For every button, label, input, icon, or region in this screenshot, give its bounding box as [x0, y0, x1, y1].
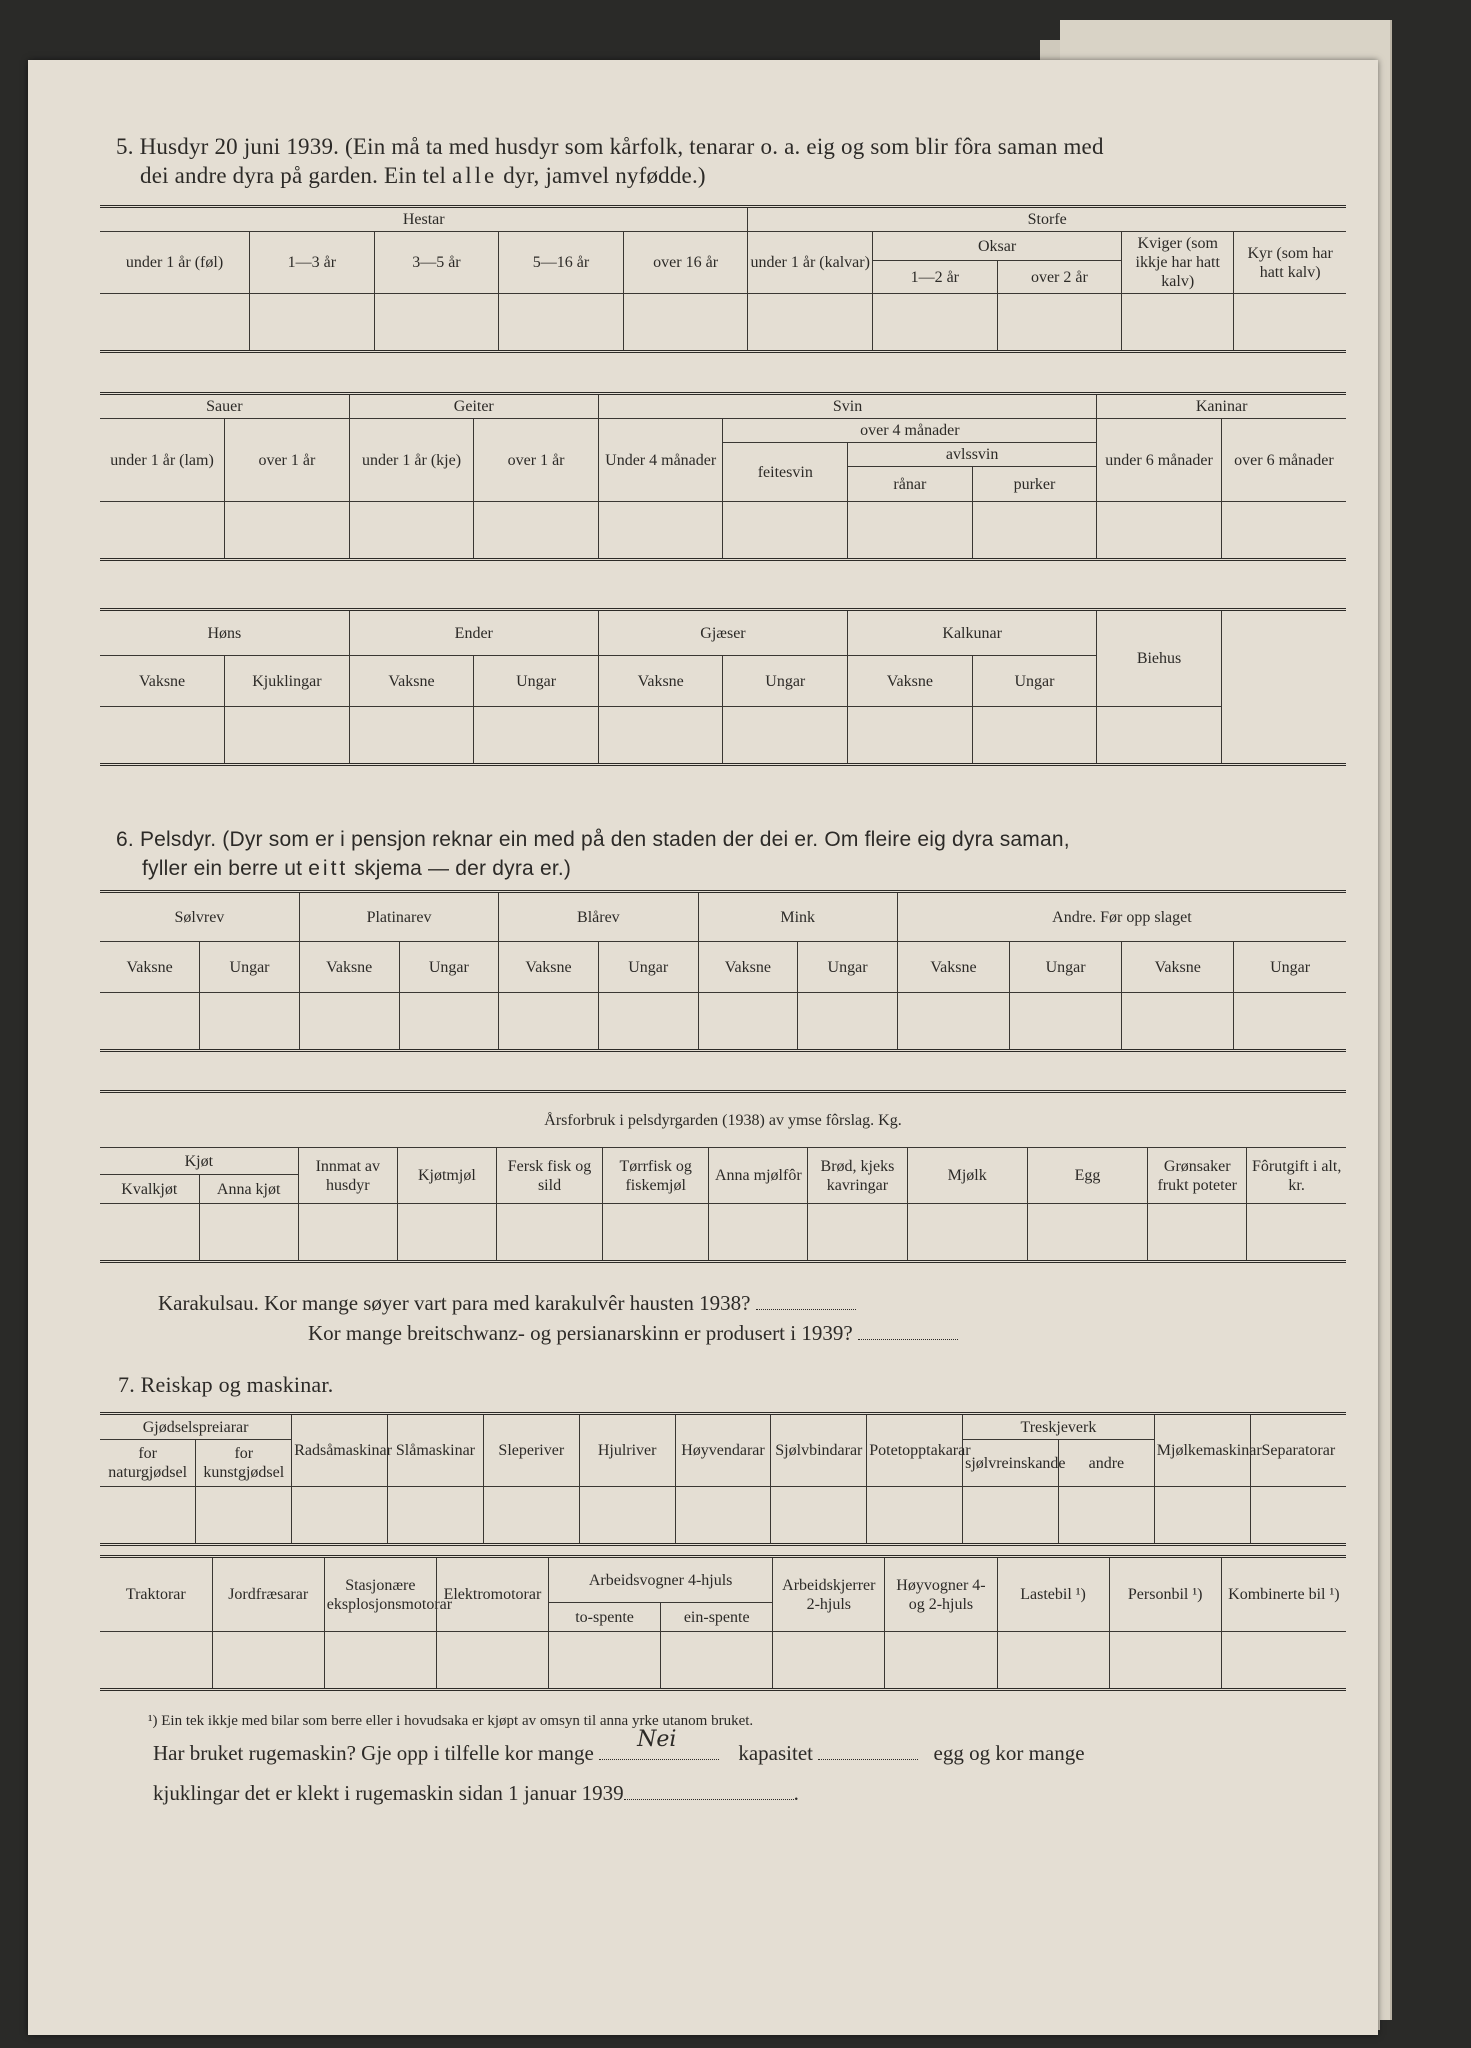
- input-cell[interactable]: [349, 502, 474, 560]
- input-cell[interactable]: [474, 707, 599, 765]
- rugemaskin-question-2: kjuklingar det er klekt i rugemaskin sidan 1 januar 1939 .: [153, 1781, 799, 1805]
- input-cell[interactable]: [397, 1204, 496, 1262]
- input-cell[interactable]: [199, 1204, 298, 1262]
- input-cell[interactable]: [298, 1204, 397, 1262]
- input-cell[interactable]: [1058, 1487, 1154, 1545]
- input-cell[interactable]: [1250, 1487, 1346, 1545]
- input-cell[interactable]: [675, 1487, 771, 1545]
- input-cell[interactable]: [808, 1204, 907, 1262]
- livestock-horses-cattle-table: Hestar Storfe under 1 år (føl) 1—3 år 3—5 år 5—16 år over 16 år under 1 år (kalvar) Oksar Kviger (som ikkje har hatt kalv) Kyr (som har hatt kalv) 1—2 år over 2 år: [100, 205, 1346, 353]
- input-cell[interactable]: [299, 993, 399, 1051]
- input-cell[interactable]: [1122, 993, 1234, 1051]
- karakul-question-2: Kor mange breitschwanz- og persianarskinn er produsert i 1939?: [308, 1320, 958, 1346]
- karakul-answer-2[interactable]: [858, 1321, 958, 1340]
- input-cell[interactable]: [100, 502, 225, 560]
- section-5-title: 5. Husdyr 20 juni 1939. (Ein må ta med husdyr som kårfolk, tenarar o. a. eig og som blir fôra saman med dei andre dyra på garden. Ein tel alle dyr, jamvel nyfødde.): [116, 134, 1104, 188]
- input-cell[interactable]: [1010, 993, 1122, 1051]
- input-cell[interactable]: [496, 1204, 602, 1262]
- input-cell[interactable]: [1097, 707, 1222, 765]
- rugemaskin-question: Har bruket rugemaskin? Gje opp i tilfelle kor mange Nei kapasitet egg og kor mange: [153, 1727, 1085, 1765]
- input-cell[interactable]: [598, 707, 723, 765]
- rugemaskin-count-field[interactable]: [599, 1727, 719, 1760]
- input-cell[interactable]: [388, 1487, 484, 1545]
- input-cell[interactable]: [963, 1487, 1059, 1545]
- section-7-title: 7. Reiskap og maskinar.: [118, 1372, 334, 1397]
- form-page: [28, 60, 1378, 2035]
- input-cell[interactable]: [100, 1204, 199, 1262]
- input-cell[interactable]: [399, 993, 499, 1051]
- input-cell[interactable]: [798, 993, 898, 1051]
- input-cell[interactable]: [723, 502, 848, 560]
- input-cell[interactable]: [1234, 294, 1346, 352]
- input-cell[interactable]: [374, 294, 499, 352]
- kjuklingar-field[interactable]: [624, 1781, 794, 1800]
- input-cell[interactable]: [1027, 1204, 1147, 1262]
- poultry-table: Høns Ender Gjæser Kalkunar Biehus Vaksne Kjuklingar Vaksne Ungar Vaksne Ungar Vaksne Ungar: [100, 608, 1346, 766]
- input-cell[interactable]: [997, 294, 1122, 352]
- input-cell[interactable]: [474, 502, 599, 560]
- kapasitet-field[interactable]: [818, 1741, 918, 1760]
- section-6-title: 6. Pelsdyr. (Dyr som er i pensjon reknar ein med på den staden der dei er. Om fleire eig dyra saman, fyller ein berre ut eitt skjema — der dyra er.): [116, 828, 1070, 880]
- input-cell[interactable]: [709, 1204, 808, 1262]
- input-cell[interactable]: [579, 1487, 675, 1545]
- input-cell[interactable]: [661, 1632, 773, 1690]
- input-cell[interactable]: [1247, 1204, 1346, 1262]
- input-cell[interactable]: [1221, 502, 1346, 560]
- equipment-table-2: Traktorar Jordfræsarar Stasjonære eksplosjonsmotorar Elektromotorar Arbeidsvogner 4-hjuls Arbeidskjerrer 2-hjuls Høyvogner 4- og 2-hjuls Lastebil ¹) Personbil ¹) Kombinerte bil ¹) to-spente ein-spente: [100, 1555, 1346, 1691]
- input-cell[interactable]: [250, 294, 375, 352]
- input-cell[interactable]: [549, 1632, 661, 1690]
- input-cell[interactable]: [499, 993, 599, 1051]
- equipment-table-1: Gjødselspreiarar Radsåmaskinar Slåmaskinar Sleperiver Hjulriver Høyvendarar Sjølvbindarar Potetopptakarar Treskjeverk Mjølkemaskinar Separatorar for naturgjødsel for kunstgjødsel sjølvreinskande andre: [100, 1412, 1346, 1546]
- fur-animals-table: Sølvrev Platinarev Blårev Mink Andre. Før opp slaget Vaksne Ungar Vaksne Ungar Vaksne Ungar Vaksne Ungar Vaksne Ungar Vaksne Ungar: [100, 890, 1346, 1052]
- input-cell[interactable]: [598, 502, 723, 560]
- input-cell[interactable]: [1109, 1632, 1221, 1690]
- input-cell[interactable]: [100, 1487, 196, 1545]
- input-cell[interactable]: [1122, 294, 1234, 352]
- input-cell[interactable]: [907, 1204, 1027, 1262]
- input-cell[interactable]: [1234, 993, 1346, 1051]
- input-cell[interactable]: [997, 1632, 1109, 1690]
- livestock-sheep-goats-pigs-table: Sauer Geiter Svin Kaninar under 1 år (lam) over 1 år under 1 år (kje) over 1 år Under 4 månader over 4 månader under 6 månader over 6 månader feitesvin avlssvin rånar purker: [100, 392, 1346, 561]
- input-cell[interactable]: [499, 294, 624, 352]
- input-cell[interactable]: [897, 993, 1009, 1051]
- input-cell[interactable]: [771, 1487, 867, 1545]
- input-cell[interactable]: [1221, 1632, 1346, 1690]
- input-cell[interactable]: [623, 294, 748, 352]
- input-cell[interactable]: [100, 294, 250, 352]
- feed-consumption-table: Årsforbruk i pelsdyrgarden (1938) av ymse fôrslag. Kg. Kjøt Innmat av husdyr Kjøtmjøl Fersk fisk og sild Tørrfisk og fiskemjøl Anna mjølfôr Brød, kjeks kavringar Mjølk Egg Grønsaker frukt poteter Fôrutgift i alt, kr. Kvalkjøt Anna kjøt: [100, 1090, 1346, 1263]
- input-cell[interactable]: [100, 993, 200, 1051]
- input-cell[interactable]: [867, 1487, 963, 1545]
- input-cell[interactable]: [603, 1204, 709, 1262]
- input-cell[interactable]: [196, 1487, 292, 1545]
- handwritten-answer: Nei: [637, 1727, 677, 1752]
- input-cell[interactable]: [972, 502, 1097, 560]
- input-cell[interactable]: [885, 1632, 997, 1690]
- header-hestar: Hestar: [100, 207, 748, 232]
- karakul-answer-1[interactable]: [756, 1291, 856, 1310]
- input-cell[interactable]: [225, 707, 350, 765]
- input-cell[interactable]: [100, 1632, 212, 1690]
- input-cell[interactable]: [1154, 1487, 1250, 1545]
- karakul-question-1: Karakulsau. Kor mange søyer vart para med karakulvêr hausten 1938?: [158, 1290, 856, 1316]
- input-cell[interactable]: [773, 1632, 885, 1690]
- input-cell[interactable]: [225, 502, 350, 560]
- input-cell[interactable]: [324, 1632, 436, 1690]
- input-cell[interactable]: [212, 1632, 324, 1690]
- input-cell[interactable]: [436, 1632, 548, 1690]
- input-cell[interactable]: [748, 294, 873, 352]
- input-cell[interactable]: [349, 707, 474, 765]
- header-storfe: Storfe: [748, 207, 1346, 232]
- input-cell[interactable]: [698, 993, 798, 1051]
- input-cell[interactable]: [200, 993, 300, 1051]
- input-cell[interactable]: [483, 1487, 579, 1545]
- footnote: ¹) Ein tek ikkje med bilar som berre eller i hovudsaka er kjøpt av omsyn til anna yrke utanom bruket.: [148, 1713, 754, 1729]
- input-cell[interactable]: [972, 707, 1097, 765]
- feed-table-title: Årsforbruk i pelsdyrgarden (1938) av ymse fôrslag. Kg.: [100, 1092, 1346, 1148]
- input-cell[interactable]: [292, 1487, 388, 1545]
- input-cell[interactable]: [848, 707, 973, 765]
- input-cell[interactable]: [598, 993, 698, 1051]
- input-cell[interactable]: [1097, 502, 1222, 560]
- input-cell[interactable]: [848, 502, 973, 560]
- input-cell[interactable]: [1148, 1204, 1247, 1262]
- input-cell[interactable]: [100, 707, 225, 765]
- input-cell[interactable]: [872, 294, 997, 352]
- input-cell[interactable]: [723, 707, 848, 765]
